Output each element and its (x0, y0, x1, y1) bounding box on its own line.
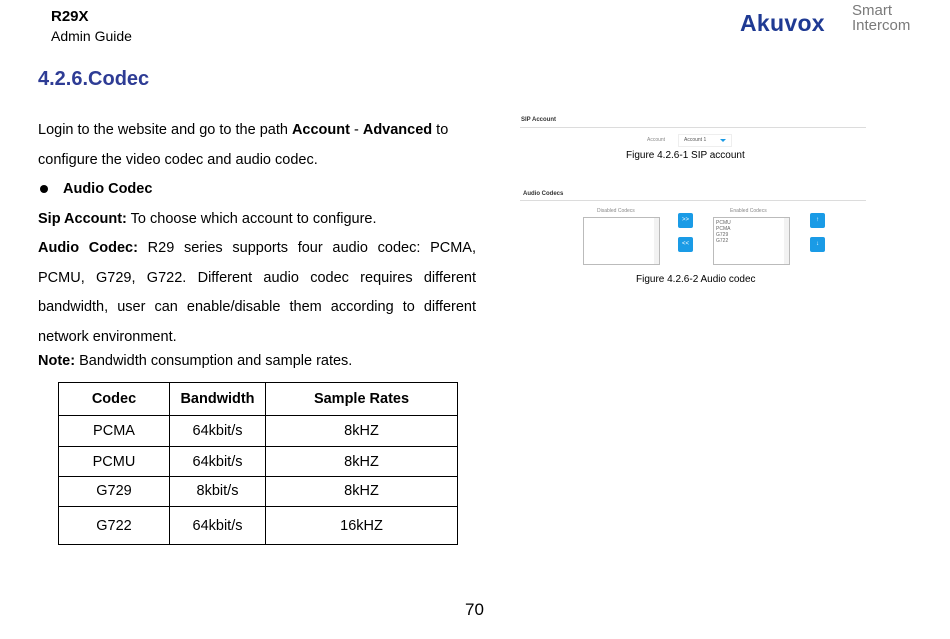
figure2-caption: Figure 4.2.6-2 Audio codec (636, 274, 756, 285)
cell-bandwidth: 64kbit/s (170, 507, 266, 545)
list-item[interactable]: PCMA (716, 226, 731, 232)
move-left-button[interactable]: << (678, 237, 693, 252)
akuvox-logo (738, 2, 918, 42)
move-down-button[interactable]: ↓ (810, 237, 825, 252)
list-item[interactable]: G722 (716, 238, 729, 244)
cell-sample-rate: 8kHZ (266, 416, 458, 447)
cell-sample-rate: 8kHZ (266, 447, 458, 477)
section-heading: 4.2.6.Codec (38, 68, 150, 90)
move-up-button[interactable]: ↑ (810, 213, 825, 228)
list-item[interactable]: G729 (716, 232, 729, 238)
table-header-row (59, 383, 458, 416)
logo-tagline-intercom: Intercom (852, 17, 911, 34)
guide-subtitle: Admin Guide (51, 28, 132, 44)
table-row (59, 416, 458, 447)
audio-codec-text: R29 series supports four audio codec: PCMA, PCMU, G729, G722. Different audio codec requires different bandwidth, user can enable/disable them according to different network environment. (38, 240, 476, 345)
bullet-audio-codec: Audio Codec (63, 181, 153, 197)
bullet-icon (40, 185, 48, 193)
cell-codec: PCMA (59, 416, 170, 447)
product-name: R29X (51, 8, 89, 25)
logo-tagline-smart: Smart (852, 2, 893, 19)
note-line (38, 353, 352, 369)
disabled-codecs-list[interactable] (583, 217, 660, 265)
col-codec: Codec (59, 383, 170, 416)
enabled-codecs-label: Enabled Codecs (730, 208, 767, 214)
path-account: Account (291, 122, 350, 138)
account-field-label: Account (647, 137, 666, 143)
col-bandwidth: Bandwidth (170, 383, 266, 416)
intro-paragraph (38, 116, 476, 175)
intro-text: Login to the website and go to the path (38, 122, 292, 138)
intro-line2: configure the video codec and audio codec. (38, 151, 318, 168)
table-row (59, 477, 458, 507)
cell-sample-rate: 16kHZ (266, 507, 458, 545)
account-select[interactable] (678, 134, 732, 147)
move-right-button[interactable]: >> (678, 213, 693, 228)
audio-codecs-panel-title: Audio Codecs (523, 191, 564, 197)
sip-account-panel-title: SIP Account (521, 117, 557, 123)
enabled-codecs-list[interactable] (713, 217, 790, 265)
account-select-value: Account 1 (684, 137, 707, 143)
logo-brand: Akuvox (740, 10, 825, 36)
note-text: Bandwidth consumption and sample rates. (75, 353, 353, 369)
table-row (59, 507, 458, 545)
path-separator: - (349, 122, 363, 138)
table-row (59, 447, 458, 477)
sip-account-figure (520, 115, 866, 151)
sip-account-label: Sip Account: (38, 211, 127, 227)
cell-bandwidth: 64kbit/s (170, 416, 266, 447)
cell-codec: PCMU (59, 447, 170, 477)
audio-codec-figure (520, 188, 866, 268)
scrollbar[interactable] (784, 218, 789, 264)
intro-text-end: to (432, 122, 449, 138)
scrollbar[interactable] (654, 218, 659, 264)
list-item[interactable]: PCMU (716, 220, 731, 226)
cell-bandwidth: 64kbit/s (170, 447, 266, 477)
path-advanced: Advanced (362, 122, 433, 138)
chevron-down-icon (720, 139, 726, 142)
cell-codec: G722 (59, 507, 170, 545)
disabled-codecs-label: Disabled Codecs (597, 208, 635, 214)
sip-account-text: To choose which account to configure. (126, 211, 377, 227)
cell-codec: G729 (59, 477, 170, 507)
page-number: 70 (465, 600, 484, 619)
panel-divider (520, 127, 866, 128)
panel-divider (520, 200, 866, 201)
col-sample-rates: Sample Rates (266, 383, 458, 416)
audio-codec-label: Audio Codec: (38, 240, 138, 256)
sip-account-line (38, 211, 377, 227)
figure1-caption: Figure 4.2.6-1 SIP account (626, 150, 745, 161)
cell-sample-rate: 8kHZ (266, 477, 458, 507)
codec-table (58, 382, 458, 545)
cell-bandwidth: 8kbit/s (170, 477, 266, 507)
audio-codec-paragraph (38, 234, 476, 352)
note-label: Note: (38, 353, 76, 369)
